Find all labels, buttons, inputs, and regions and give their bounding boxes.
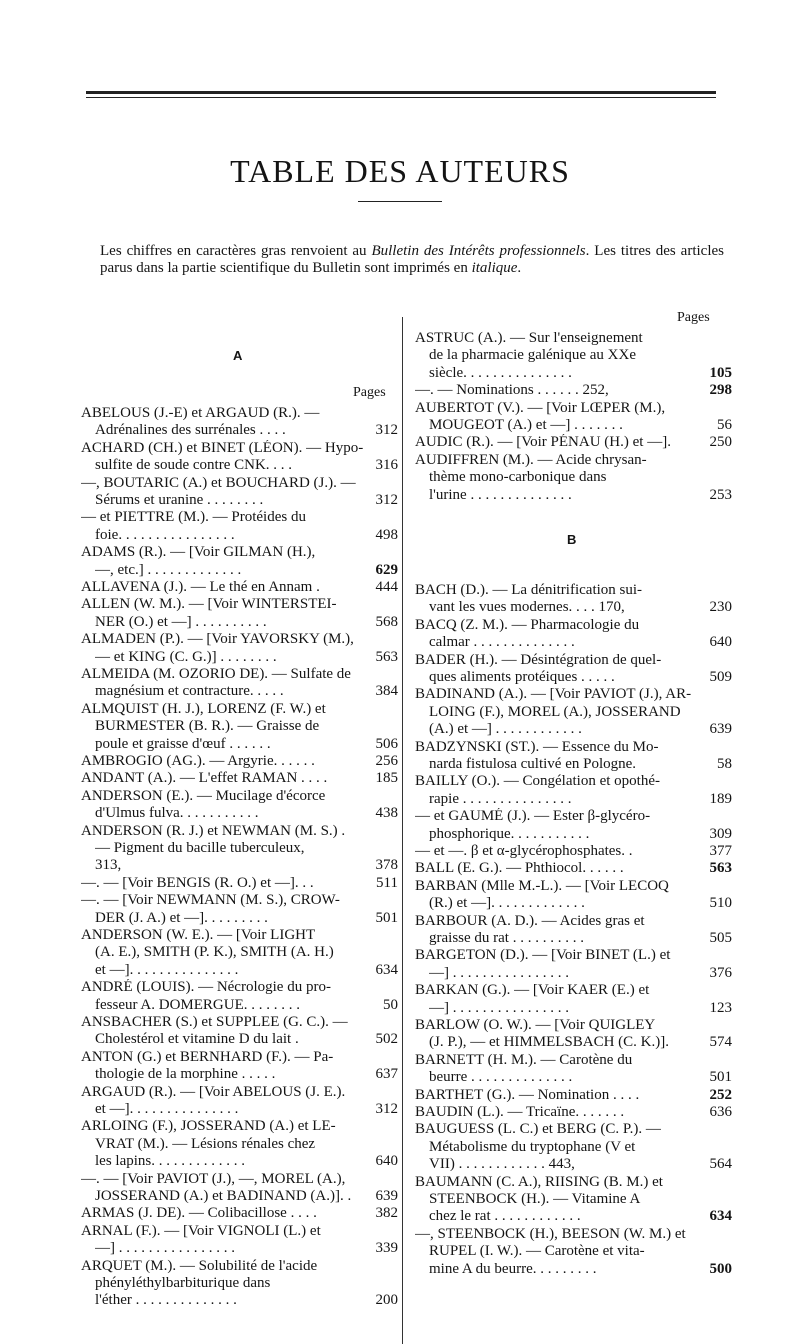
entry-text-line: BADZYNSKI (ST.). — Essence du Mo- — [415, 738, 659, 755]
page-number: 312 — [375, 1100, 398, 1117]
entry-text-line: Métabolisme du tryptophane (V et — [429, 1138, 636, 1155]
entry-text-line: ANDERSON (R. J.) et NEWMAN (M. S.) . — [81, 822, 346, 839]
column-divider — [402, 317, 403, 1344]
page-number: 438 — [375, 805, 398, 822]
page-number: 634 — [709, 1208, 732, 1225]
entry-text-line: BALL (E. G.). — Phthiocol. . . . . . — [415, 860, 624, 877]
entry-text-line: — et PIETTRE (M.). — Protéides du — [81, 509, 306, 526]
page-number: 123 — [709, 999, 732, 1016]
entry-text-line: fesseur A. DOMERGUE. . . . . . . . — [95, 996, 300, 1013]
page-number: 316 — [375, 457, 398, 474]
page-number: 312 — [375, 422, 398, 439]
entry-text-line: BARKAN (G.). — [Voir KAER (E.) et — [415, 982, 650, 999]
entry-text-line: ques aliments protéiques . . . . . — [429, 668, 615, 685]
entry-text-line: (J. P.), — et HIMMELSBACH (C. K.)]. — [429, 1034, 669, 1051]
entry-text-line: ARNAL (F.). — [Voir VIGNOLI (L.) et — [81, 1222, 321, 1239]
entry-text-line: l'éther . . . . . . . . . . . . . . — [95, 1292, 237, 1309]
page-number: 50 — [383, 996, 398, 1013]
entry-text-line: ANDERSON (W. E.). — [Voir LIGHT — [81, 927, 316, 943]
page-number: 185 — [375, 770, 398, 787]
entry-text-line: BADINAND (A.). — [Voir PAVIOT (J.), AR- — [415, 686, 692, 703]
page-number: 634 — [375, 961, 398, 978]
entry-text-line: NER (O.) et —] . . . . . . . . . . — [95, 613, 267, 630]
page-number: 574 — [709, 1034, 732, 1051]
entry-text-line: AUDIC (R.). — [Voir PÉNAU (H.) et —]. — [415, 434, 671, 451]
page-number: 509 — [709, 668, 732, 685]
page-number: 312 — [375, 491, 398, 508]
entry-text-line: BARTHET (G.). — Nomination . . . . — [415, 1086, 640, 1103]
entry-text-line: ANDERSON (E.). — Mucilage d'écorce — [81, 787, 326, 804]
entry-text-line: thologie de la morphine . . . . . — [95, 1066, 276, 1083]
pages-header-right: Pages — [677, 310, 710, 325]
entry-text-line: beurre . . . . . . . . . . . . . . — [429, 1069, 573, 1086]
page-number: 230 — [709, 599, 732, 616]
entry-text-line: BARGETON (D.). — [Voir BINET (L.) et — [415, 947, 671, 964]
entry-text-line: 313, — [95, 857, 122, 874]
entry-text-line: —. — Nominations . . . . . . 252, — [415, 382, 609, 399]
entry-text-line: ANSBACHER (S.) et SUPPLEE (G. C.). — — [81, 1014, 348, 1030]
page-number: 377 — [709, 843, 732, 859]
entry-text-line: RUPEL (I. W.). — Carotène et vita- — [429, 1243, 645, 1260]
page-number: 500 — [709, 1260, 732, 1277]
entry-text-line: poule et graisse d'œuf . . . . . . — [95, 735, 271, 752]
section-heading-b: B — [567, 532, 577, 547]
page-number: 250 — [709, 434, 732, 451]
entry-text-line: (A. E.), SMITH (P. K.), SMITH (A. H.) — [95, 944, 334, 961]
entry-text-line: —. — [Voir BENGIS (R. O.) et —]. . . — [81, 874, 314, 891]
entry-text-line: —, BOUTARIC (A.) et BOUCHARD (J.). — — [81, 474, 356, 491]
entry-text-line: AUDIFFREN (M.). — Acide chrysan- — [415, 451, 647, 468]
entry-text-line: BAUDIN (L.). — Tricaïne. . . . . . . — [415, 1104, 625, 1120]
entry-text-line: Cholestérol et vitamine D du lait . — [95, 1031, 299, 1048]
entry-text-line: ASTRUC (A.). — Sur l'enseignement — [415, 330, 643, 346]
entry-text-line: thème mono-carbonique dans — [429, 469, 607, 486]
page-number: 382 — [375, 1205, 398, 1222]
entry-text-line: ARLOING (F.), JOSSERAND (A.) et LE- — [81, 1118, 336, 1135]
entry-text-line: MOUGEOT (A.) et —] . . . . . . . — [429, 416, 623, 433]
entry-text-line: magnésium et contracture. . . . . — [95, 683, 284, 700]
entry-text-line: — Pigment du bacille tuberculeux, — [95, 839, 305, 856]
intro-italic-2: italique — [471, 260, 518, 276]
entry-text-line: et —]. . . . . . . . . . . . . . . — [95, 961, 239, 978]
entry-text-line: — et GAUMÉ (J.). — Ester β-glycéro- — [415, 808, 651, 825]
entry-text-line: JOSSERAND (A.) et BADINAND (A.)]. . — [95, 1187, 352, 1204]
page-number: 505 — [709, 929, 732, 946]
entry-text-line: phényléthylbarbiturique dans — [95, 1274, 271, 1291]
page-number: 639 — [709, 721, 732, 738]
entry-text-line: STEENBOCK (H.). — Vitamine A — [429, 1190, 641, 1207]
entry-text-line: et —]. . . . . . . . . . . . . . . — [95, 1100, 239, 1117]
page-number: 298 — [709, 382, 732, 399]
page-number: 339 — [375, 1240, 398, 1257]
pages-header-left: Pages — [353, 385, 386, 400]
page-number: 58 — [717, 755, 732, 772]
entry-text-line: ALMQUIST (H. J.), LORENZ (F. W.) et — [81, 700, 326, 717]
entry-text-line: AMBROGIO (AG.). — Argyrie. . . . . . — [81, 753, 315, 769]
entry-text-line: Sérums et uranine . . . . . . . . — [95, 491, 264, 508]
entry-text-line: vant les vues modernes. . . . 170, — [429, 599, 625, 616]
entry-text-line: ARQUET (M.). — Solubilité de l'acide — [81, 1257, 318, 1274]
entry-text-line: Adrénalines des surrénales . . . . — [95, 422, 286, 439]
page-number: 309 — [709, 825, 732, 842]
intro-text-1: Les chiffres en caractères gras renvoient au — [100, 243, 372, 259]
entry-text-line: ANDRÉ (LOUIS). — Nécrologie du pro- — [81, 979, 331, 996]
page-number: 378 — [375, 857, 398, 874]
entry-text-line: foie. . . . . . . . . . . . . . . . — [95, 526, 235, 543]
page-number: 105 — [709, 364, 732, 381]
entry-text-line: VRAT (M.). — Lésions rénales chez — [95, 1135, 316, 1152]
entry-text-line: —. — [Voir PAVIOT (J.), —, MOREL (A.), — [81, 1170, 346, 1187]
intro-paragraph — [100, 243, 724, 277]
entry-text-line: —] . . . . . . . . . . . . . . . . — [95, 1240, 235, 1257]
entry-text-line: ARGAUD (R.). — [Voir ABELOUS (J. E.). — [81, 1083, 346, 1100]
entry-text-line: BARBAN (Mlle M.-L.). — [Voir LECOQ — [415, 877, 669, 894]
entry-text-line: BAUMANN (C. A.), RIISING (B. M.) et — [415, 1173, 663, 1190]
entry-text-line: chez le rat . . . . . . . . . . . . — [429, 1208, 581, 1225]
page-number: 640 — [709, 634, 732, 651]
entry-text-line: ALMEIDA (M. OZORIO DE). — Sulfate de — [81, 666, 351, 682]
intro-italic-1: Bulletin des Intérêts professionnels — [371, 243, 586, 259]
entry-text-line: BARNETT (H. M.). — Carotène du — [415, 1051, 633, 1068]
entry-text-line: ALLEN (W. M.). — [Voir WINTERSTEI- — [81, 596, 337, 613]
entry-text-line: — et —. β et α-glycérophosphates. . — [415, 843, 633, 859]
entry-text-line: ABELOUS (J.-E) et ARGAUD (R.). — — [81, 405, 320, 421]
entry-text-line: d'Ulmus fulva. . . . . . . . . . . — [95, 805, 259, 822]
page-number: 200 — [375, 1292, 398, 1309]
page-number: 498 — [375, 526, 398, 543]
title-underline — [358, 201, 442, 202]
page-number: 640 — [375, 1153, 398, 1170]
entry-text-line: les lapins. . . . . . . . . . . . . — [95, 1153, 245, 1170]
entry-text-line: — et KING (C. G.)] . . . . . . . . — [95, 648, 277, 665]
page-number: 56 — [717, 416, 732, 433]
page-number: 510 — [709, 895, 732, 912]
page-number: 256 — [375, 753, 398, 769]
entry-text-line: BAUGUESS (L. C.) et BERG (C. P.). — — [415, 1121, 661, 1138]
entry-text-line: ADAMS (R.). — [Voir GILMAN (H.), — [81, 544, 316, 561]
entry-text-line: de la pharmacie galénique au XXe — [429, 347, 636, 364]
entry-text-line: ALLAVENA (J.). — Le thé en Annam . — [81, 579, 320, 595]
page-number: 253 — [709, 486, 732, 503]
entry-text-line: BURMESTER (B. R.). — Graisse de — [95, 718, 320, 735]
intro-text-3: . — [517, 260, 522, 276]
entry-text-line: VII) . . . . . . . . . . . . 443, — [429, 1156, 575, 1173]
entry-text-line: ARMAS (J. DE). — Colibacillose . . . . — [81, 1205, 317, 1222]
page-number: 629 — [375, 561, 398, 578]
entry-text-line: —, STEENBOCK (H.), BEESON (W. M.) et — [415, 1225, 686, 1242]
entry-text-line: ALMADEN (P.). — [Voir YAVORSKY (M.), — [81, 631, 354, 648]
entry-text-line: phosphorique. . . . . . . . . . . — [429, 825, 590, 842]
entry-text-line: sulfite de soude contre CNK. . . . — [95, 457, 293, 474]
entry-text-line: BAILLY (O.). — Congélation et opothé- — [415, 773, 660, 790]
entry-text-line: BARBOUR (A. D.). — Acides gras et — [415, 912, 645, 929]
page-title: TABLE DES AUTEURS — [230, 153, 570, 189]
entry-text-line: —. — [Voir NEWMANN (M. S.), CROW- — [81, 892, 340, 909]
entry-text-line: BADER (H.). — Désintégration de quel- — [415, 651, 662, 668]
page-number: 444 — [375, 579, 398, 595]
page-number: 563 — [709, 860, 732, 877]
page-number: 384 — [375, 683, 398, 700]
entry-text-line: (R.) et —]. . . . . . . . . . . . . — [429, 895, 585, 912]
entry-text-line: —] . . . . . . . . . . . . . . . . — [429, 964, 569, 981]
entry-text-line: siècle. . . . . . . . . . . . . . . — [429, 364, 572, 381]
entry-text-line: ANDANT (A.). — L'effet RAMAN . . . . — [81, 770, 328, 787]
page-number: 252 — [709, 1086, 732, 1103]
entry-text-line: l'urine . . . . . . . . . . . . . . — [429, 486, 572, 503]
entry-text-line: (A.) et —] . . . . . . . . . . . . — [429, 721, 582, 738]
page-number: 511 — [376, 874, 398, 891]
entry-text-line: graisse du rat . . . . . . . . . . — [429, 929, 584, 946]
page-number: 568 — [375, 613, 398, 630]
entry-text-line: —, etc.] . . . . . . . . . . . . . — [95, 561, 242, 578]
section-heading-a: A — [233, 348, 243, 363]
entry-text-line: —] . . . . . . . . . . . . . . . . — [429, 999, 569, 1016]
page-number: 506 — [375, 735, 398, 752]
page-number: 636 — [709, 1104, 732, 1120]
entry-text-line: calmar . . . . . . . . . . . . . . — [429, 634, 575, 651]
page-number: 564 — [709, 1156, 732, 1173]
entry-text-line: ANTON (G.) et BERNHARD (F.). — Pa- — [81, 1048, 334, 1065]
page-number: 563 — [375, 648, 398, 665]
page-number: 637 — [375, 1066, 398, 1083]
page-number: 639 — [375, 1187, 398, 1204]
page-number: 502 — [375, 1031, 398, 1048]
entry-text-line: LOING (F.), MOREL (A.), JOSSERAND — [429, 703, 681, 720]
entry-text-line: rapie . . . . . . . . . . . . . . . — [429, 790, 572, 807]
entry-text-line: DER (J. A.) et —]. . . . . . . . . — [95, 909, 268, 926]
entry-text-line: mine A du beurre. . . . . . . . . — [429, 1260, 597, 1277]
entry-text-line: BACQ (Z. M.). — Pharmacologie du — [415, 616, 640, 633]
entry-text-line: narda fistulosa cultivé en Pologne. — [429, 755, 637, 772]
entry-text-line: AUBERTOT (V.). — [Voir LŒPER (M.), — [415, 399, 666, 416]
entry-text-line: ACHARD (CH.) et BINET (LÉON). — Hypo- — [81, 439, 364, 456]
top-rule-thick — [86, 91, 716, 94]
page-number: 501 — [709, 1069, 732, 1086]
intro-text-2: . Les titres des articles parus dans la partie scientifique du Bulletin sont imprimés en — [100, 243, 724, 276]
page-number: 376 — [709, 964, 732, 981]
top-rule-thin — [86, 97, 716, 98]
entry-text-line: BARLOW (O. W.). — [Voir QUIGLEY — [415, 1017, 656, 1033]
page-number: 501 — [375, 909, 398, 926]
page-number: 189 — [709, 790, 732, 807]
entry-text-line: BACH (D.). — La dénitrification sui- — [415, 582, 643, 598]
